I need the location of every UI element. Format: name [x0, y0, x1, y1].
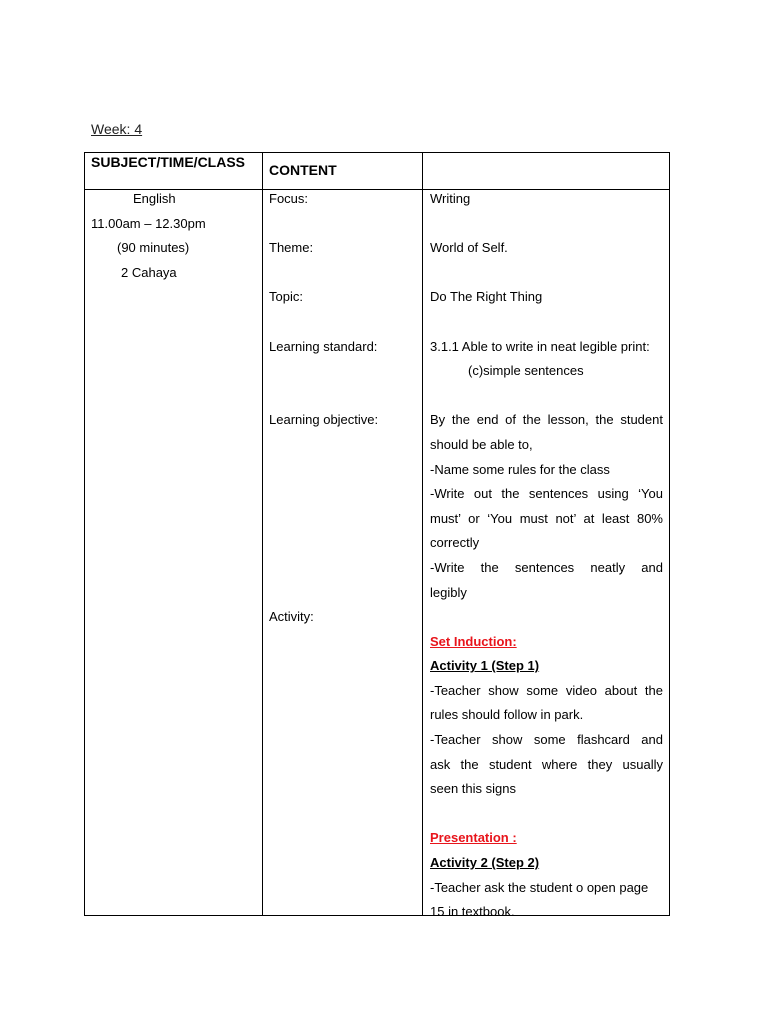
activity-1-line: ask the student where they usually: [430, 756, 663, 772]
column-divider: [422, 153, 423, 915]
objective-line: By the end of the lesson, the student: [430, 412, 663, 428]
header-content: CONTENT: [269, 162, 337, 178]
lesson-info-cell: [86, 187, 260, 285]
lesson-plan-table: [84, 152, 670, 920]
objective-line: -Name some rules for the class: [430, 461, 610, 477]
lesson-time: 11.00am – 12.30pm: [91, 215, 206, 231]
activity-1-line: -Teacher show some flashcard and: [430, 732, 663, 748]
lesson-class: 2 Cahaya: [121, 264, 177, 280]
objective-line: -Write out the sentences using ‘You: [430, 486, 663, 502]
lesson-subject: English: [133, 191, 176, 206]
objective-line: should be able to,: [430, 436, 533, 452]
activity-1-line: rules should follow in park.: [430, 707, 584, 723]
label-theme: Theme:: [269, 240, 314, 256]
detail-learning-standard-sub: (c)simple sentences: [468, 363, 584, 379]
objective-line: -Write the sentences neatly and: [430, 559, 663, 575]
activity-2-heading: Activity 2 (Step 2): [430, 855, 540, 871]
label-focus: Focus:: [269, 191, 309, 206]
set-induction-heading: Set Induction:: [430, 633, 517, 649]
lesson-duration: (90 minutes): [117, 240, 190, 256]
activity-2-line: 15 in textbook.: [430, 904, 515, 920]
detail-topic: Do The Right Thing: [430, 289, 543, 305]
column-divider: [262, 153, 263, 915]
detail-learning-standard: 3.1.1 Able to write in neat legible print:: [430, 338, 650, 354]
objective-line: correctly: [430, 535, 480, 551]
label-learning-standard: Learning standard:: [269, 338, 378, 354]
label-learning-objective: Learning objective:: [269, 412, 379, 428]
activity-1-line: seen this signs: [430, 781, 516, 797]
content-details-cell: [430, 187, 663, 925]
objective-line: legibly: [430, 584, 467, 600]
detail-theme: World of Self.: [430, 240, 508, 256]
activity-1-line: -Teacher show some video about the: [430, 682, 663, 698]
activity-2-line: -Teacher ask the student o open page: [430, 879, 649, 895]
activity-1-heading: Activity 1 (Step 1): [430, 658, 540, 674]
label-topic: Topic:: [269, 289, 303, 305]
week-label: Week: 4: [91, 121, 143, 137]
label-activity: Activity:: [269, 609, 314, 625]
presentation-heading: Presentation :: [430, 830, 517, 846]
header-subject-time-class: SUBJECT/TIME/CLASS: [91, 154, 246, 170]
objective-line: must’ or ‘You must not’ at least 80%: [430, 510, 663, 526]
detail-focus: Writing: [430, 191, 471, 206]
